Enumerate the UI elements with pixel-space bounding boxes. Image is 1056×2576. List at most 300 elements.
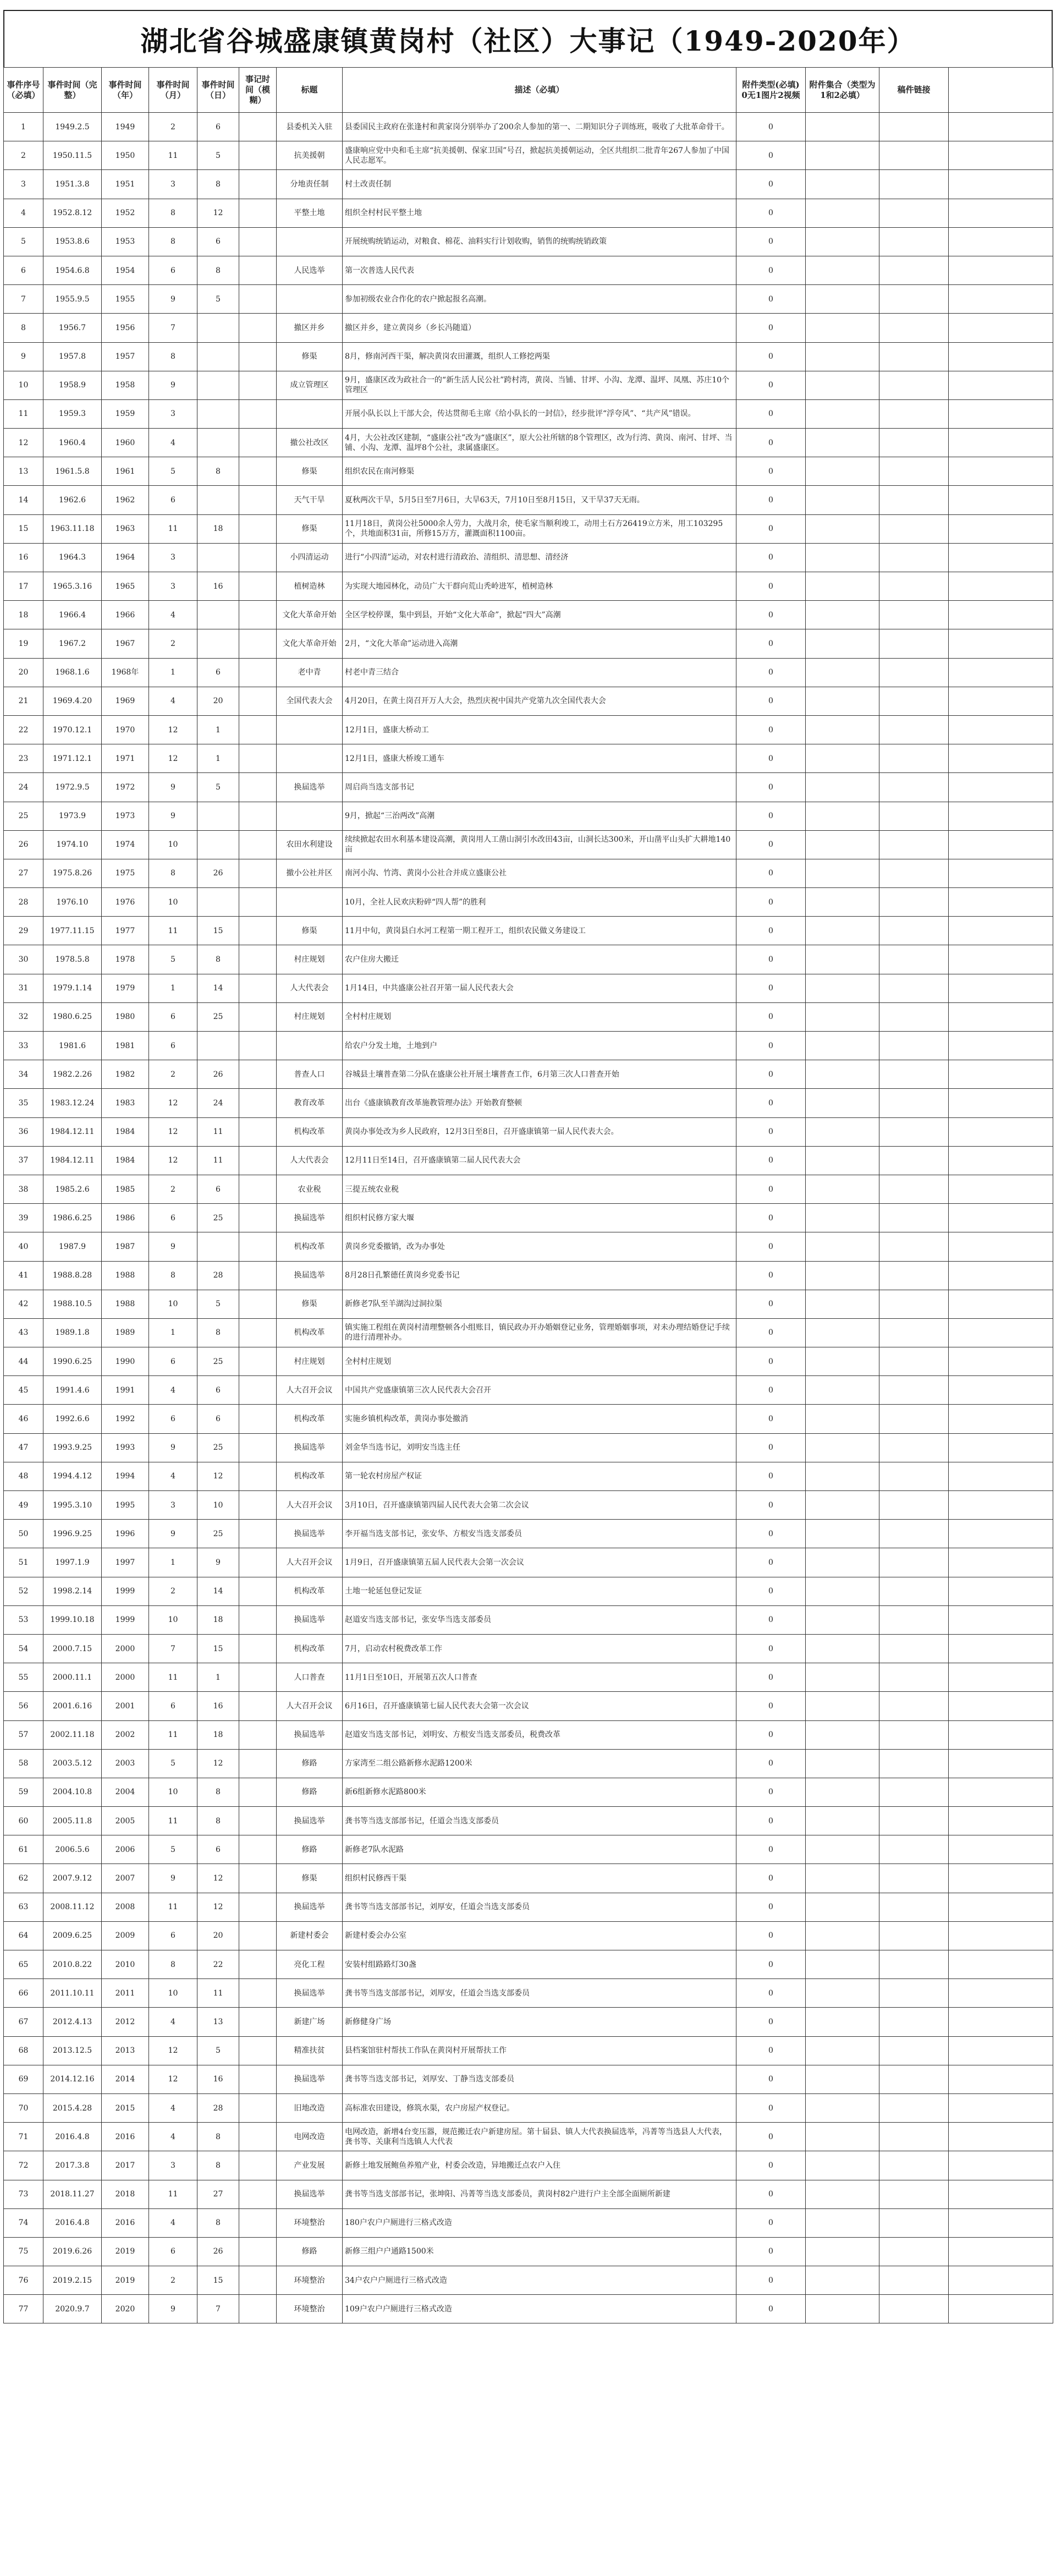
cell-attachment-type: 0 bbox=[736, 1002, 806, 1031]
cell-date-fuzzy bbox=[239, 141, 277, 170]
cell-date-full: 1950.11.5 bbox=[43, 141, 102, 170]
cell-attachments bbox=[806, 1548, 879, 1577]
table-row bbox=[4, 1146, 1053, 1175]
cell-description: 11月中旬，黄岗县白水河工程第一期工程开工，组织农民做义务建设工 bbox=[343, 917, 736, 945]
cell-empty bbox=[949, 1950, 1053, 1979]
cell-month: 6 bbox=[149, 1347, 197, 1376]
cell-attachments bbox=[806, 1807, 879, 1835]
cell-attachments bbox=[806, 1778, 879, 1806]
column-header: 稿件链接 bbox=[879, 68, 949, 113]
table-row bbox=[4, 371, 1053, 399]
cell-month: 2 bbox=[149, 1577, 197, 1605]
cell-date-fuzzy bbox=[239, 256, 277, 284]
cell-attachments bbox=[806, 1290, 879, 1318]
table-row bbox=[4, 888, 1053, 917]
table-row bbox=[4, 514, 1053, 543]
table-row bbox=[4, 715, 1053, 744]
cell-attachment-type: 0 bbox=[736, 802, 806, 830]
table-row bbox=[4, 1577, 1053, 1605]
cell-description: 第一轮农村房屋产权证 bbox=[343, 1462, 736, 1490]
cell-date-fuzzy bbox=[239, 170, 277, 199]
cell-date-fuzzy bbox=[239, 2151, 277, 2180]
cell-date-fuzzy bbox=[239, 2237, 277, 2266]
cell-description: 出台《盛康镇教育改革施教管理办法》开始教育整顿 bbox=[343, 1089, 736, 1117]
cell-date-fuzzy bbox=[239, 629, 277, 658]
cell-year: 1984 bbox=[102, 1117, 149, 1146]
cell-description: 土地一轮延包登记发证 bbox=[343, 1577, 736, 1605]
cell-link bbox=[879, 1146, 949, 1175]
cell-year: 2015 bbox=[102, 2093, 149, 2122]
cell-event-no: 38 bbox=[4, 1175, 43, 1203]
cell-day bbox=[197, 1032, 239, 1060]
cell-day: 25 bbox=[197, 1204, 239, 1232]
cell-date-fuzzy bbox=[239, 2266, 277, 2295]
cell-date-full: 1987.9 bbox=[43, 1232, 102, 1261]
cell-date-fuzzy bbox=[239, 1921, 277, 1950]
cell-attachments bbox=[806, 141, 879, 170]
cell-date-full: 1978.5.8 bbox=[43, 945, 102, 974]
cell-date-full: 1965.3.16 bbox=[43, 572, 102, 601]
cell-event-no: 73 bbox=[4, 2180, 43, 2208]
cell-year: 1982 bbox=[102, 1060, 149, 1089]
cell-attachments bbox=[806, 1663, 879, 1692]
cell-date-fuzzy bbox=[239, 2093, 277, 2122]
cell-attachment-type: 0 bbox=[736, 1749, 806, 1778]
cell-attachments bbox=[806, 744, 879, 773]
cell-link bbox=[879, 1405, 949, 1433]
cell-link bbox=[879, 1032, 949, 1060]
cell-attachments bbox=[806, 1117, 879, 1146]
cell-month: 10 bbox=[149, 1605, 197, 1634]
cell-date-fuzzy bbox=[239, 1261, 277, 1290]
cell-link bbox=[879, 974, 949, 1002]
cell-attachment-type: 0 bbox=[736, 371, 806, 399]
cell-month: 3 bbox=[149, 543, 197, 572]
cell-date-fuzzy bbox=[239, 1950, 277, 1979]
cell-event-no: 29 bbox=[4, 917, 43, 945]
cell-day: 8 bbox=[197, 2208, 239, 2237]
cell-year: 2009 bbox=[102, 1921, 149, 1950]
cell-day bbox=[197, 342, 239, 371]
cell-attachments bbox=[806, 199, 879, 227]
cell-attachments bbox=[806, 1950, 879, 1979]
cell-title: 文化大革命开始 bbox=[277, 629, 343, 658]
cell-year: 1971 bbox=[102, 744, 149, 773]
cell-day bbox=[197, 629, 239, 658]
cell-title: 换届选举 bbox=[277, 1433, 343, 1462]
cell-title: 机构改革 bbox=[277, 1318, 343, 1347]
cell-date-fuzzy bbox=[239, 1405, 277, 1433]
cell-date-full: 1971.12.1 bbox=[43, 744, 102, 773]
table-row bbox=[4, 629, 1053, 658]
cell-link bbox=[879, 744, 949, 773]
cell-empty bbox=[949, 2266, 1053, 2295]
cell-attachments bbox=[806, 1204, 879, 1232]
cell-day bbox=[197, 1232, 239, 1261]
cell-date-full: 2003.5.12 bbox=[43, 1749, 102, 1778]
cell-year: 2016 bbox=[102, 2123, 149, 2151]
cell-day: 26 bbox=[197, 859, 239, 887]
table-row bbox=[4, 1232, 1053, 1261]
table-row bbox=[4, 1175, 1053, 1203]
cell-description: 8月28日孔繁德任黄岗乡党委书记 bbox=[343, 1261, 736, 1290]
cell-empty bbox=[949, 399, 1053, 428]
cell-attachments bbox=[806, 1002, 879, 1031]
cell-link bbox=[879, 1663, 949, 1692]
cell-attachments bbox=[806, 1347, 879, 1376]
cell-day: 11 bbox=[197, 1146, 239, 1175]
cell-empty bbox=[949, 1462, 1053, 1490]
cell-date-full: 2000.11.1 bbox=[43, 1663, 102, 1692]
cell-link bbox=[879, 2180, 949, 2208]
cell-attachments bbox=[806, 2151, 879, 2180]
cell-event-no: 24 bbox=[4, 773, 43, 802]
cell-attachments bbox=[806, 945, 879, 974]
column-header: 附件类型(必填) 0无1图片2视频 bbox=[736, 68, 806, 113]
cell-empty bbox=[949, 227, 1053, 256]
cell-date-fuzzy bbox=[239, 1146, 277, 1175]
cell-link bbox=[879, 1117, 949, 1146]
cell-year: 1972 bbox=[102, 773, 149, 802]
cell-date-fuzzy bbox=[239, 1548, 277, 1577]
cell-month: 1 bbox=[149, 658, 197, 687]
cell-title: 机构改革 bbox=[277, 1405, 343, 1433]
cell-empty bbox=[949, 1634, 1053, 1663]
cell-month: 8 bbox=[149, 859, 197, 887]
cell-year: 1964 bbox=[102, 543, 149, 572]
cell-event-no: 44 bbox=[4, 1347, 43, 1376]
cell-link bbox=[879, 486, 949, 514]
cell-attachment-type: 0 bbox=[736, 113, 806, 141]
cell-day: 11 bbox=[197, 1979, 239, 2008]
cell-year: 1969 bbox=[102, 687, 149, 715]
cell-day bbox=[197, 314, 239, 342]
cell-link bbox=[879, 859, 949, 887]
cell-description: 电网改造，新增4台变压器，规范搬迁农户新建房屋。第十届县、镇人大代表换届选举，冯菁等当选县人大代表，龚书等、关康利当选镇人大代表 bbox=[343, 2123, 736, 2151]
cell-month: 4 bbox=[149, 2123, 197, 2151]
cell-month: 11 bbox=[149, 2180, 197, 2208]
cell-year: 1965 bbox=[102, 572, 149, 601]
cell-day: 16 bbox=[197, 572, 239, 601]
cell-link bbox=[879, 1376, 949, 1405]
cell-description: 109户农户户厕进行三格式改造 bbox=[343, 2295, 736, 2323]
cell-year: 2008 bbox=[102, 1893, 149, 1921]
cell-date-fuzzy bbox=[239, 974, 277, 1002]
cell-empty bbox=[949, 1807, 1053, 1835]
cell-attachments bbox=[806, 658, 879, 687]
cell-date-full: 1958.9 bbox=[43, 371, 102, 399]
cell-month: 12 bbox=[149, 1117, 197, 1146]
cell-description: 开展统购统销运动，对粮食、棉花、油料实行计划收购，销售的统购统销政策 bbox=[343, 227, 736, 256]
cell-date-full: 1963.11.18 bbox=[43, 514, 102, 543]
cell-date-full: 2019.2.15 bbox=[43, 2266, 102, 2295]
table-row bbox=[4, 113, 1053, 141]
cell-date-fuzzy bbox=[239, 227, 277, 256]
cell-empty bbox=[949, 1835, 1053, 1864]
cell-year: 2013 bbox=[102, 2036, 149, 2065]
cell-date-full: 1982.2.26 bbox=[43, 1060, 102, 1089]
cell-title: 换届选举 bbox=[277, 1720, 343, 1749]
table-row bbox=[4, 256, 1053, 284]
cell-month: 3 bbox=[149, 399, 197, 428]
cell-attachment-type: 0 bbox=[736, 744, 806, 773]
cell-attachment-type: 0 bbox=[736, 1663, 806, 1692]
table-row bbox=[4, 2208, 1053, 2237]
column-header: 事件序号（必填） bbox=[4, 68, 43, 113]
cell-year: 2019 bbox=[102, 2266, 149, 2295]
cell-date-full: 1985.2.6 bbox=[43, 1175, 102, 1203]
cell-year: 1963 bbox=[102, 514, 149, 543]
cell-link bbox=[879, 945, 949, 974]
cell-attachments bbox=[806, 2180, 879, 2208]
cell-empty bbox=[949, 314, 1053, 342]
cell-event-no: 26 bbox=[4, 830, 43, 859]
cell-attachment-type: 0 bbox=[736, 2036, 806, 2065]
cell-date-fuzzy bbox=[239, 1060, 277, 1089]
cell-month: 4 bbox=[149, 2008, 197, 2036]
cell-attachment-type: 0 bbox=[736, 1634, 806, 1663]
table-row bbox=[4, 2123, 1053, 2151]
cell-title: 植树造林 bbox=[277, 572, 343, 601]
cell-empty bbox=[949, 342, 1053, 371]
cell-description: 三提五统农业税 bbox=[343, 1175, 736, 1203]
cell-attachment-type: 0 bbox=[736, 1175, 806, 1203]
cell-date-fuzzy bbox=[239, 1720, 277, 1749]
cell-date-full: 2009.6.25 bbox=[43, 1921, 102, 1950]
cell-title: 电网改造 bbox=[277, 2123, 343, 2151]
spreadsheet bbox=[3, 10, 1053, 2323]
table-row bbox=[4, 1663, 1053, 1692]
cell-date-fuzzy bbox=[239, 658, 277, 687]
cell-event-no: 34 bbox=[4, 1060, 43, 1089]
cell-date-full: 1990.6.25 bbox=[43, 1347, 102, 1376]
cell-link bbox=[879, 199, 949, 227]
cell-year: 1960 bbox=[102, 429, 149, 457]
cell-link bbox=[879, 1462, 949, 1490]
cell-date-fuzzy bbox=[239, 1290, 277, 1318]
table-row bbox=[4, 1950, 1053, 1979]
cell-description: 11月18日，黄岗公社5000余人劳力，大战月余，使毛家当顺利竣工，动用土石方26419立方米，用工103295个，共地面积31亩，所修15万方，灌溉面积1100亩。 bbox=[343, 514, 736, 543]
cell-title: 人大召开会议 bbox=[277, 1376, 343, 1405]
cell-year: 1992 bbox=[102, 1405, 149, 1433]
cell-attachments bbox=[806, 256, 879, 284]
cell-link bbox=[879, 1921, 949, 1950]
cell-day: 11 bbox=[197, 1117, 239, 1146]
cell-date-fuzzy bbox=[239, 1979, 277, 2008]
cell-empty bbox=[949, 830, 1053, 859]
cell-attachment-type: 0 bbox=[736, 256, 806, 284]
cell-link bbox=[879, 1290, 949, 1318]
cell-link bbox=[879, 514, 949, 543]
cell-title: 换届选举 bbox=[277, 1979, 343, 2008]
cell-empty bbox=[949, 1433, 1053, 1462]
cell-date-full: 1949.2.5 bbox=[43, 113, 102, 141]
cell-event-no: 70 bbox=[4, 2093, 43, 2122]
cell-day: 15 bbox=[197, 1634, 239, 1663]
cell-day: 15 bbox=[197, 917, 239, 945]
cell-description: 8月，修南河西干渠，解决黄岗农田灌溉，组织人工修挖两渠 bbox=[343, 342, 736, 371]
cell-month: 1 bbox=[149, 1548, 197, 1577]
cell-title: 普查人口 bbox=[277, 1060, 343, 1089]
cell-empty bbox=[949, 1089, 1053, 1117]
cell-year: 1985 bbox=[102, 1175, 149, 1203]
cell-event-no: 19 bbox=[4, 629, 43, 658]
cell-description: 12月11日至14日，召开盛康镇第二届人民代表大会 bbox=[343, 1146, 736, 1175]
cell-empty bbox=[949, 1692, 1053, 1720]
cell-attachments bbox=[806, 2036, 879, 2065]
cell-description: 村老中青三结合 bbox=[343, 658, 736, 687]
cell-title: 撤区并乡 bbox=[277, 314, 343, 342]
table-row bbox=[4, 486, 1053, 514]
cell-date-fuzzy bbox=[239, 113, 277, 141]
cell-year: 2002 bbox=[102, 1720, 149, 1749]
cell-attachment-type: 0 bbox=[736, 1232, 806, 1261]
cell-attachments bbox=[806, 1893, 879, 1921]
cell-attachments bbox=[806, 227, 879, 256]
cell-year: 1980 bbox=[102, 1002, 149, 1031]
cell-description: 第一次普选人民代表 bbox=[343, 256, 736, 284]
cell-description: 34户农户户厕进行三格式改造 bbox=[343, 2266, 736, 2295]
cell-link bbox=[879, 2008, 949, 2036]
cell-title: 换届选举 bbox=[277, 1807, 343, 1835]
cell-date-full: 1995.3.10 bbox=[43, 1491, 102, 1520]
cell-month: 1 bbox=[149, 1318, 197, 1347]
cell-date-full: 1960.4 bbox=[43, 429, 102, 457]
cell-title: 新建广场 bbox=[277, 2008, 343, 2036]
cell-day bbox=[197, 429, 239, 457]
cell-link bbox=[879, 1232, 949, 1261]
cell-empty bbox=[949, 2093, 1053, 2122]
cell-empty bbox=[949, 1979, 1053, 2008]
cell-title: 机构改革 bbox=[277, 1634, 343, 1663]
cell-date-fuzzy bbox=[239, 1807, 277, 1835]
table-row bbox=[4, 1979, 1053, 2008]
cell-title: 人大召开会议 bbox=[277, 1491, 343, 1520]
cell-description: 周启尚当选支部书记 bbox=[343, 773, 736, 802]
cell-date-fuzzy bbox=[239, 917, 277, 945]
cell-month: 12 bbox=[149, 744, 197, 773]
cell-month: 4 bbox=[149, 1462, 197, 1490]
cell-event-no: 22 bbox=[4, 715, 43, 744]
cell-event-no: 65 bbox=[4, 1950, 43, 1979]
cell-event-no: 62 bbox=[4, 1864, 43, 1893]
cell-date-full: 2020.9.7 bbox=[43, 2295, 102, 2323]
cell-attachment-type: 0 bbox=[736, 1089, 806, 1117]
cell-date-fuzzy bbox=[239, 2123, 277, 2151]
cell-title: 机构改革 bbox=[277, 1232, 343, 1261]
cell-description: 新修三组户户通路1500米 bbox=[343, 2237, 736, 2266]
cell-year: 1978 bbox=[102, 945, 149, 974]
cell-day: 6 bbox=[197, 658, 239, 687]
cell-event-no: 74 bbox=[4, 2208, 43, 2237]
table-row bbox=[4, 1376, 1053, 1405]
cell-year: 1966 bbox=[102, 601, 149, 629]
cell-attachment-type: 0 bbox=[736, 1520, 806, 1548]
cell-day: 5 bbox=[197, 773, 239, 802]
cell-date-fuzzy bbox=[239, 1032, 277, 1060]
cell-link bbox=[879, 1577, 949, 1605]
cell-title: 旧地改造 bbox=[277, 2093, 343, 2122]
cell-year: 2000 bbox=[102, 1634, 149, 1663]
cell-empty bbox=[949, 1405, 1053, 1433]
cell-date-fuzzy bbox=[239, 1491, 277, 1520]
cell-description: 全村村庄规划 bbox=[343, 1347, 736, 1376]
table-body bbox=[4, 113, 1053, 2323]
cell-title bbox=[277, 1032, 343, 1060]
cell-attachments bbox=[806, 170, 879, 199]
cell-link bbox=[879, 1835, 949, 1864]
cell-attachment-type: 0 bbox=[736, 429, 806, 457]
cell-empty bbox=[949, 1577, 1053, 1605]
cell-date-fuzzy bbox=[239, 1577, 277, 1605]
cell-date-full: 2011.10.11 bbox=[43, 1979, 102, 2008]
cell-description: 方家湾至二组公路新修水泥路1200米 bbox=[343, 1749, 736, 1778]
cell-description: 李开福当选支部书记，张安华、方根安当选支部委员 bbox=[343, 1520, 736, 1548]
cell-year: 2001 bbox=[102, 1692, 149, 1720]
cell-link bbox=[879, 687, 949, 715]
cell-link bbox=[879, 2266, 949, 2295]
cell-year: 1986 bbox=[102, 1204, 149, 1232]
cell-link bbox=[879, 1520, 949, 1548]
cell-event-no: 72 bbox=[4, 2151, 43, 2180]
cell-day: 25 bbox=[197, 1347, 239, 1376]
cell-attachment-type: 0 bbox=[736, 1146, 806, 1175]
cell-event-no: 58 bbox=[4, 1749, 43, 1778]
cell-date-fuzzy bbox=[239, 2208, 277, 2237]
cell-empty bbox=[949, 1605, 1053, 1634]
cell-title: 产业发展 bbox=[277, 2151, 343, 2180]
table-row bbox=[4, 802, 1053, 830]
cell-month: 9 bbox=[149, 1520, 197, 1548]
cell-title bbox=[277, 802, 343, 830]
cell-day: 5 bbox=[197, 2036, 239, 2065]
cell-day: 27 bbox=[197, 2180, 239, 2208]
table-row bbox=[4, 1692, 1053, 1720]
cell-date-fuzzy bbox=[239, 1204, 277, 1232]
cell-year: 1958 bbox=[102, 371, 149, 399]
cell-year: 1983 bbox=[102, 1089, 149, 1117]
cell-empty bbox=[949, 371, 1053, 399]
cell-year: 1999 bbox=[102, 1605, 149, 1634]
cell-year: 1949 bbox=[102, 113, 149, 141]
cell-attachments bbox=[806, 1318, 879, 1347]
cell-attachments bbox=[806, 1261, 879, 1290]
cell-date-fuzzy bbox=[239, 830, 277, 859]
cell-day: 28 bbox=[197, 1261, 239, 1290]
cell-empty bbox=[949, 457, 1053, 486]
cell-link bbox=[879, 572, 949, 601]
cell-title: 农田水利建设 bbox=[277, 830, 343, 859]
cell-month: 6 bbox=[149, 1002, 197, 1031]
cell-month: 9 bbox=[149, 1433, 197, 1462]
table-row bbox=[4, 917, 1053, 945]
cell-event-no: 33 bbox=[4, 1032, 43, 1060]
cell-empty bbox=[949, 1520, 1053, 1548]
cell-empty bbox=[949, 2036, 1053, 2065]
cell-event-no: 45 bbox=[4, 1376, 43, 1405]
cell-year: 2004 bbox=[102, 1778, 149, 1806]
cell-month: 12 bbox=[149, 1089, 197, 1117]
cell-title: 教育改革 bbox=[277, 1089, 343, 1117]
cell-month: 11 bbox=[149, 917, 197, 945]
cell-attachments bbox=[806, 1749, 879, 1778]
cell-attachment-type: 0 bbox=[736, 1433, 806, 1462]
cell-attachments bbox=[806, 1405, 879, 1433]
table-row bbox=[4, 1720, 1053, 1749]
cell-attachment-type: 0 bbox=[736, 2123, 806, 2151]
cell-empty bbox=[949, 629, 1053, 658]
cell-event-no: 41 bbox=[4, 1261, 43, 1290]
